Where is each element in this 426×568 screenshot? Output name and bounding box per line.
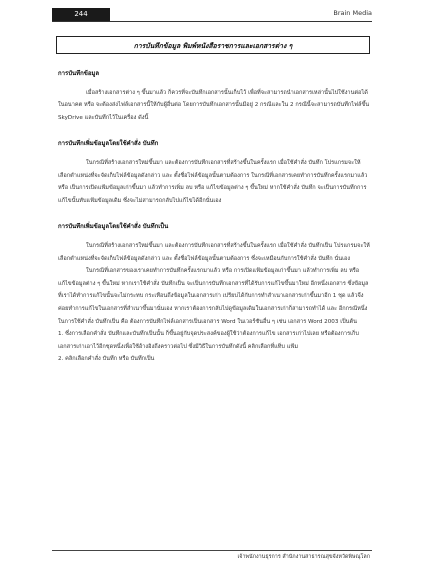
section-heading-3: การบันทึกเพิ่มข้อมูลโดยใช้คำสั่ง บันทึกเป็น: [58, 223, 169, 231]
page-number: 244: [52, 8, 110, 21]
paragraph: ในกรณีที่สร้างเอกสารใหม่ขึ้นมา และต้องการบันทึกเอกสารที่สร้างขึ้นในครั้งแรก เมื่อใช้คำสั่ง บันทึกเป็น โปรแกรมจะให้เลือกตำแหน่งที่จะจัดเก็บไฟล์ข้อมูลดังกล่าว และ ตั้งชื่อไฟล์ข้อมูลนั้นตามต้องการ ซึ่งจะเหมือนกับการใช้คำสั่ง บันทึก นั่นเอง: [58, 242, 370, 262]
page-content: [58, 68, 370, 366]
chapter-title: การบันทึกข้อมูล พิมพ์หนังสือราชการและเอกสารต่าง ๆ: [133, 41, 293, 50]
section-heading-1: การบันทึกข้อมูล: [58, 70, 100, 77]
header-rule: [52, 21, 372, 22]
section-heading-2: การบันทึกเพิ่มข้อมูลโดยใช้คำสั่ง บันทึก: [58, 140, 159, 148]
list-item: 2. คลิกเลือกคำสั่ง บันทึก หรือ บันทึกเป็น: [58, 356, 155, 363]
paragraph: เมื่อสร้างเอกสารต่าง ๆ ขึ้นมาแล้ว ก็ควรที่จะบันทึกเอกสารนั้นเก็บไว้ เพื่อที่จะสามารถนำเอกสารเหล่านั้นไปใช้งานต่อได้ในอนาคต หรือ จะต้องส่งไฟล์เอกสารนี้ให้กับผู้อื่นต่อ โดยการบันทึกเอกสารนั้นมีอยู่ 2 กรณีและใน 2 กรณีนี้จะสามารถบันทึกไฟล์ขึ้น SkyDrive และบันทึกไว้ในเครื่อง ดังนี้: [58, 89, 370, 121]
footer-rule: [52, 550, 372, 551]
list-item: 1. ซึ่งการเลือกคำสั่ง บันทึกและบันทึกเป็นนั้น ก็ขึ้นอยู่กับจุดประสงค์ของผู้ใช้ว่าต้องการแก้ไข เอกสารเก่าไปเลย หรือต้องการเก็บเอกสารเก่าเอาไว้อีกชุดหนึ่งเพื่อใช้อ้างอิงถึงคราวต่อไป ซึ่งมีวิธีในการบันทึกดังนี้ คลิกเลือกที่แท็บ แฟ้ม: [58, 331, 359, 350]
footer-text: เจ้าพนักงานธุรการ สำนักงานสาธารณสุขจังหวัดพิษณุโลก: [237, 554, 370, 560]
paragraph: ในกรณีที่เอกสารของเราเคยทำการบันทึกครั้งแรกมาแล้ว หรือ การเปิดแฟ้มข้อมูลเก่าขึ้นมา แล้วทำการเพิ่ม ลบ หรือ แก้ไขข้อมูลต่าง ๆ ขึ้นใหม่ หากเราใช้คำสั่ง บันทึกเป็น จะเป็นการบันทึกเอกสารที่ได้รับการแก้ไขขึ้นมาใหม่ อีกหนึ่งเอกสาร ซึ่งข้อมูลที่เราได้ทำการแก้ไขนั้นจะไม่กระทบ กระเทือนถึงข้อมูลในเอกสารเก่า เปรียบได้กับการทำสำเนาเอกสารเก่าขึ้นมาอีก 1 ชุด แล้วจึงค่อยทำการแก้ไขในเอกสารที่สำเนาขึ้นมานั่นเอง หากเราต้องการกลับไปดูข้อมูลเดิมในเอกสารเก่าก็สามารถทำได้ และ อีกกรณีหนึ่งในการใช้คำสั่ง บันทึกเป็น คือ ต้องการบันทึกไฟล์เอกสารเป็นเอกสาร Word ในเวอร์ชันอื่น ๆ เช่น เอกสาร Word 2003 เป็นต้น: [58, 268, 369, 325]
brand-name: Brain Media: [333, 9, 372, 17]
paragraph: ในกรณีที่สร้างเอกสารใหม่ขึ้นมา และต้องการบันทึกเอกสารที่สร้างขึ้นในครั้งแรก เมื่อใช้คำสั่ง บันทึก โปรแกรมจะให้เลือกตำแหน่งที่จะจัดเก็บไฟล์ข้อมูลดังกล่าว และ ตั้งชื่อไฟล์ข้อมูลนั้นตามต้องการ ในกรณีที่เอกสารเคยทำการบันทึกครั้งแรกมาแล้ว หรือ เป็นการเปิดแฟ้มข้อมูลเก่าขึ้นมา แล้วทำการเพิ่ม ลบ หรือ แก้ไขข้อมูลต่าง ๆ ขึ้นใหม่ หากใช้คำสั่ง บันทึก จะเป็นการบันทึกการแก้ไขนั้นทับแฟ้มข้อมูลเดิม ซึ่งจะไม่สามารถกลับไปแก้ไขได้อีกนั่นเอง: [58, 159, 368, 204]
chapter-title-box: [56, 36, 370, 54]
